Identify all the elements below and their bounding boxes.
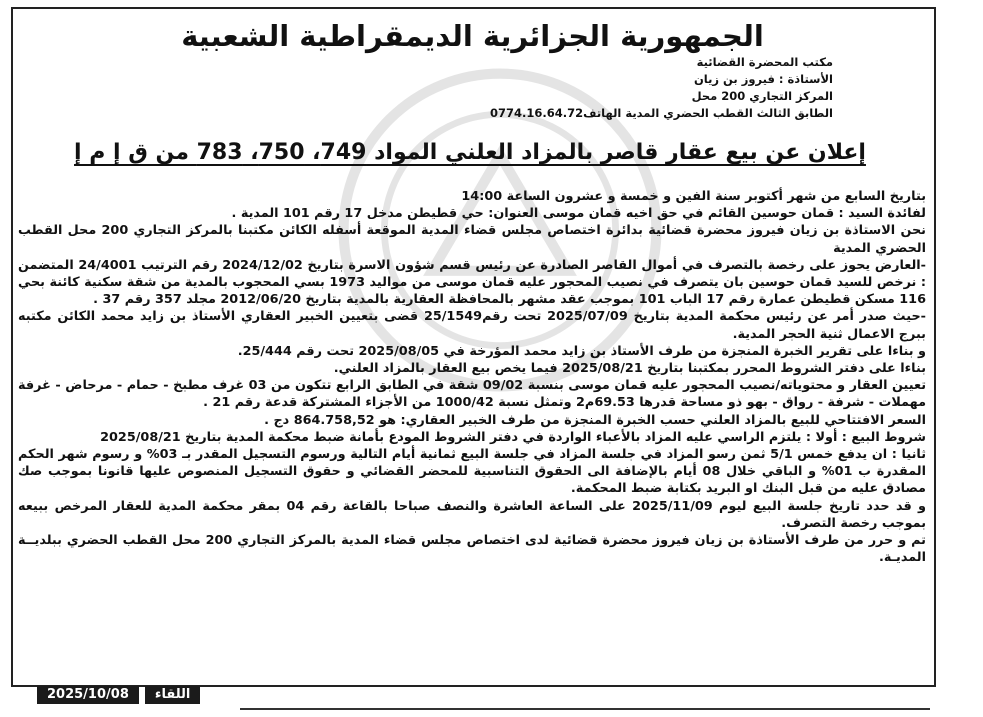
paragraph-beneficiary: لفائدة السيد : قمان حوسين القائم في حق اخيه قمان موسى العنوان: حي قطيطن مدخل 17 رقم 101 المدية . (231, 206, 926, 222)
paragraph-conditions-book: بناءا على دفتر الشروط المحرر بمكتبنا بتاريخ 2025/08/21 فيما يخص بيع العقار بالمزاد العلني. (333, 361, 926, 377)
office-center: المركز التجاري 200 محل (691, 89, 833, 103)
paragraph-session-date: و قد حدد تاريخ جلسة البيع ليوم 2025/11/09 على الساعة العاشرة والنصف صباحا بالقاعة رقم 04 بمقر محكمة المدية للعقار المرخص ببيعه بموجب رخصة التصرف. (18, 498, 927, 531)
publication-date: 2025/10/08 (37, 686, 139, 704)
office-name: مكتب المحضرة القضائية (696, 55, 833, 69)
paragraph-signature: تم و حرر من طرف الأستاذة بن زيان فيروز محضرة قضائية لدى اختصاص مجلس قضاء المدية بالمركز التجاري 200 محل القطب الحضري ببلديــة المديـة. (18, 533, 926, 566)
paragraph-date: بتاريخ السابع من شهر أكتوبر سنة الفين و خمسة و عشرون الساعة 14:00 (461, 189, 926, 204)
paragraph-sale-terms-2: ثانيا : ان يدفع خمس 5/1 ثمن رسو المزاد في جلسة المزاد في جلسة البيع ثمانية أيام التالية ورسوم التسجيل المقدر بـ 03% و رسوم شهر الحكم المقدرة ب 01% و الباقي خلال 08 أيام بالإضافة الى الحقوق التناسبية للمحضر القضائي و حقوق التسجيل المنصوص عليها قانونا بموجب صك مصادق عليه من قبل البنك او البريد بكتابة ضبط المحكمة. (18, 447, 926, 497)
paragraph-court-order: -حيث صدر أمر عن رئيس محكمة المدية بتاريخ 2025/07/09 تحت رقم25/1549 قضى بتعيين الخبير العقاري الأستاذ بن زايد محمد الكائن مكتبه ببرج الاعمال ثنية الحجر المدية. (18, 309, 926, 342)
announcement-title-text: إعلان عن بيع عقار قاصر بالمزاد العلني المواد 749، 750، 783 من ق إ م إ (74, 140, 866, 165)
announcement-body (18, 188, 926, 566)
footer (37, 686, 200, 704)
paragraph-license: -العارض يحوز على رخصة بالتصرف في أموال القاصر الصادرة عن رئيس قسم شؤون الاسرة بتاريخ 2024/12/02 رقم الترتيب 24/4001 المتضمن : نرخص للسيد قمان حوسين بان يتصرف في نصيب المحجور عليه قمان موسى من مواليد 1973 بسي المحجوب بالمدية من شقة سكنية كائنة بحي 116 مسكن قطيطن عمارة رقم 17 الباب 101 بموجب عقد مشهر بالمحافظة العقارية بالمدية بتاريخ 2012/06/20 مجلد 357 رقم 37 . (18, 257, 926, 308)
footer-divider (240, 708, 930, 710)
paragraph-opening-price: السعر الافتتاحي للبيع بالمزاد العلني حسب الخبرة المنجزة من طرف الخبير العقاري: هو 864.758,52 دج . (264, 412, 926, 428)
paragraph-property: تعيين العقار و محتوياته/نصيب المحجور عليه قمان موسى بنسبة 09/02 شقة في الطابق الرابع تتكون من 03 غرف مطبخ - حمام - مرحاض - غرفة مهملات - شرفة - رواق - بهو ذو مساحة قدرها 69.53م2 وتمثل نسبة 1000/42 من الأجزاء المشتركة قدعة رقم 21 . (18, 378, 926, 411)
paragraph-sale-terms-1: شروط البيع : أولا : يلتزم الراسي عليه المزاد بالأعباء الواردة في دفتر الشروط المودع بأمانة ضبط محكمة المدية بتاريخ 2025/08/21 (100, 429, 926, 445)
office-info (490, 54, 833, 122)
office-address-phone: الطابق الثالث القطب الحضري المدية الهاتف0774.16.64.72 (490, 106, 833, 120)
page-title: الجمهورية الجزائرية الديمقراطية الشعبية (181, 19, 764, 53)
office-bailiff: الأستاذة : فيروز بن زيان (693, 72, 833, 86)
paragraph-bailiff: نحن الاستاذة بن زيان فيروز محضرة قضائية بدائرة اختصاص مجلس قضاء المدية الموقعة أسفله الكائن مكتبنا بالمركز التجاري 200 محل القطب الحضري المدية (18, 223, 926, 256)
announcement-title (70, 140, 870, 165)
paragraph-expert-report: و بناءا على تقرير الخبرة المنجزة من طرف الأستاذ بن زايد محمد المؤرخة في 2025/08/05 تحت رقم 25/444. (237, 343, 926, 359)
newspaper-name: اللقاء (145, 686, 201, 704)
